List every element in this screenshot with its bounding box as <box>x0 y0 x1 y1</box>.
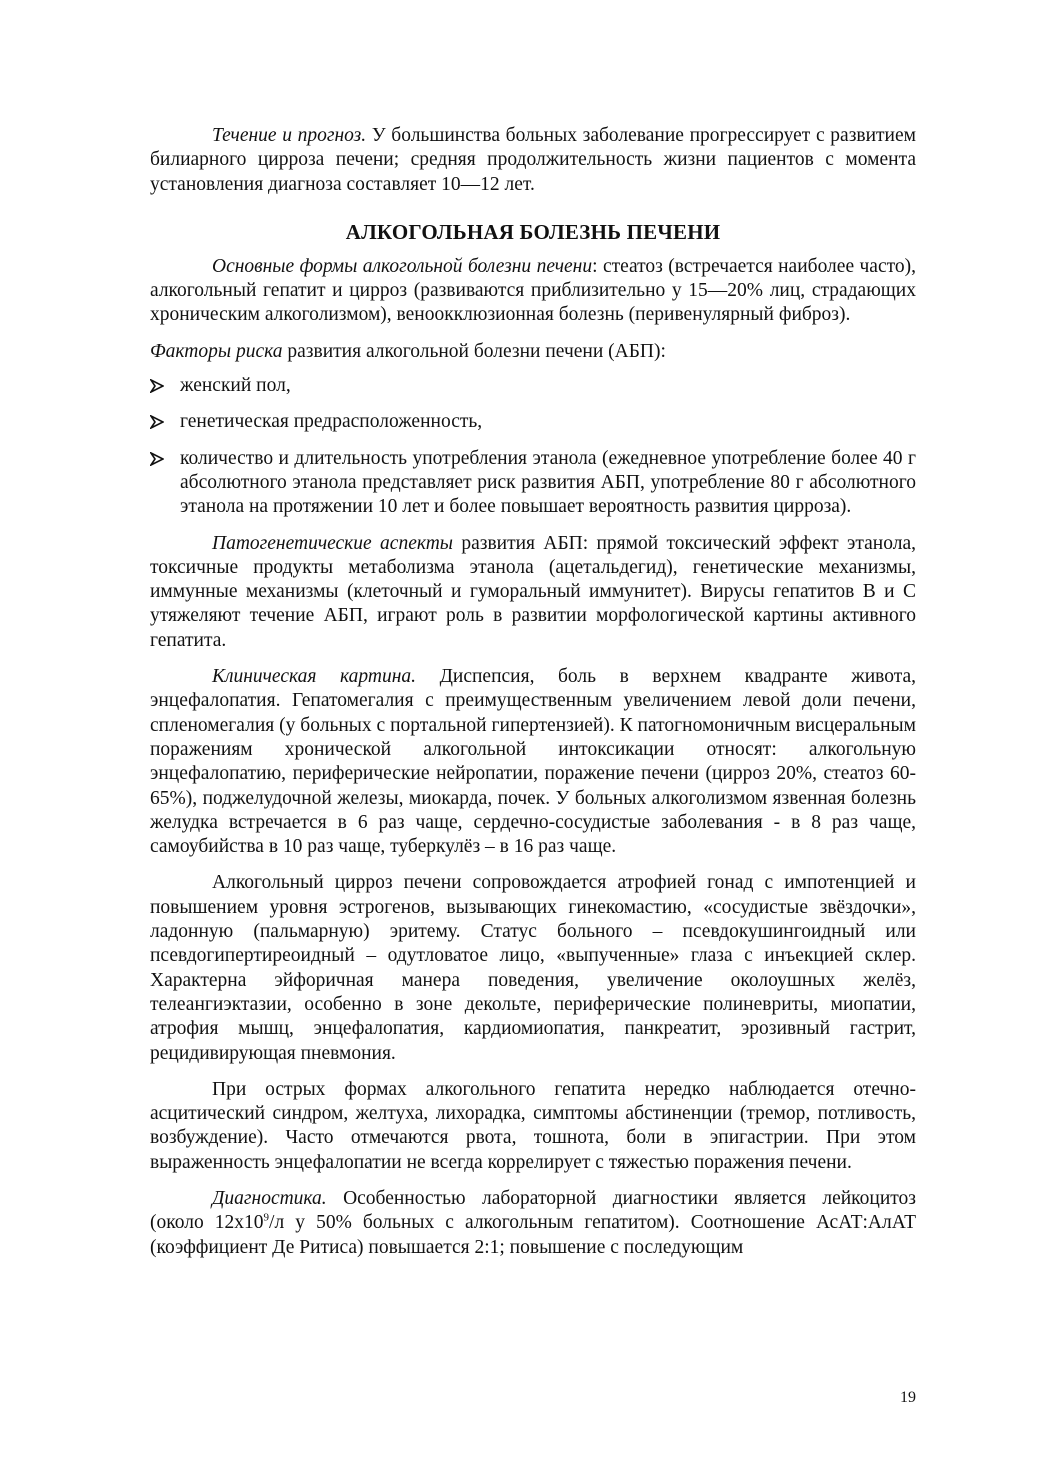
course-prognosis-text: У большинства больных заболевание прогрессирует с развитием билиарного цирроза печени; средняя продолжительность жизни пациентов с момента установления диагноза составляет 10—12 лет. <box>150 125 916 195</box>
page-number: 19 <box>900 1389 916 1406</box>
pathogenesis-term: Патогенетические аспекты <box>212 532 454 554</box>
risk-factors-paragraph <box>150 340 916 364</box>
pathogenesis-paragraph <box>150 532 916 653</box>
risk-factors-term: Факторы риска <box>150 340 283 362</box>
diagnostics-exponent: 9 <box>263 1211 270 1224</box>
list-item-text: генетическая предрасположенность, <box>180 411 483 433</box>
forms-text: : стеатоз (встречается наиболее часто), алкогольный гепатит и цирроз (развиваются приблизительно у 15—20% лиц, страдающих хроническим алкоголизмом), веноокклюзионная болезнь (перивенулярный фиброз). <box>150 255 917 326</box>
list-item-text: количество и длительность употребления этанола (ежедневное употребление более 40 г абсолютного этанола представляет риск развития АБП, употребление 80 г абсолютного этанола на протяжении 10 лет и более повышает вероятность развития цирроза). <box>180 447 916 518</box>
cirrhosis-paragraph <box>150 871 916 1065</box>
pathogenesis-text: развития АБП: прямой токсический эффект этанола, токсичные продукты метаболизма этанола (ацетальдегид), генетические механизмы, иммунные механизмы (клеточный и гуморальный иммунитет). Вирусы гепатитов В и С утяжеляют течение АБП, играют роль в развитии морфологической картины активного гепатита. <box>150 532 916 651</box>
forms-paragraph <box>150 255 916 328</box>
diagnostics-term: Диагностика. <box>212 1187 327 1209</box>
acute-forms-paragraph <box>150 1078 916 1175</box>
course-prognosis-paragraph <box>150 124 916 197</box>
list-item-text: женский пол, <box>180 375 291 397</box>
cirrhosis-text: Алкогольный цирроз печени сопровождается атрофией гонад с импотенцией и повышением уровня эстрогенов, вызывающих гинекомастию, «сосудистые звёздочки», ладонную (пальмарную) эритему. Статус больного – псевдокушингоидный или псевдогипертиреоидный – одутловатое лицо, «выпученные» глаза с инъекцией склер. Характерна эйфоричная манера поведения, увеличение околоушных желёз, телеангиэктазии, особенно в зоне декольте, периферические полиневриты, миопатии, атрофия мышц, энцефалопатия, кардиомиопатия, панкреатит, эрозивный гастрит, рецидивирующая пневмония. <box>150 872 916 1064</box>
diagnostics-text-b: /л у 50% больных с алкогольным гепатитом). Соотношение АсАТ:АлАТ (коэффициент Де Ритиса) повышается 2:1; повышение с последующим <box>150 1212 916 1258</box>
risk-factors-text: развития алкогольной болезни печени (АБП): <box>282 340 666 362</box>
arrow-bullet-icon <box>150 415 164 429</box>
acute-forms-text: При острых формах алкогольного гепатита нередко наблюдается отечно-асцитический синдром, желтуха, лихорадка, симптомы абстиненции (тремор, потливость, возбуждение). Часто отмечаются рвота, тошнота, боли в эпигастрии. При этом выраженность энцефалопатии не всегда коррелирует с тяжестью поражения печени. <box>150 1078 916 1173</box>
list-item <box>150 410 916 434</box>
risk-factors-list <box>150 374 916 519</box>
diagnostics-paragraph <box>150 1187 916 1260</box>
clinical-picture-term: Клиническая картина. <box>212 666 417 688</box>
forms-term: Основные формы алкогольной болезни печени <box>212 255 593 277</box>
list-item <box>150 447 916 520</box>
arrow-bullet-icon <box>150 379 164 393</box>
clinical-picture-paragraph <box>150 665 916 859</box>
section-title: АЛКОГОЛЬНАЯ БОЛЕЗНЬ ПЕЧЕНИ <box>345 219 721 244</box>
list-item <box>150 374 916 398</box>
course-prognosis-term: Течение и прогноз. <box>212 125 367 146</box>
page-content <box>150 124 916 1260</box>
diagnostics-text-a: Особенностью лабораторной диагностики является лейкоцитоз (около 12х10 <box>150 1187 916 1234</box>
arrow-bullet-icon <box>150 452 164 466</box>
clinical-picture-text: Диспепсия, боль в верхнем квадранте живота, энцефалопатия. Гепатомегалия с преимущественным увеличением левой доли печени, спленомегалия (у больных с портальной гипертензией). К патогномоничным висцеральным поражениям хронической алкогольной интоксикации относят: алкогольную энцефалопатию, периферические нейропатии, поражение печени (цирроз 20%, стеатоз 60-65%), поджелудочной железы, миокарда, почек. У больных алкоголизмом язвенная болезнь желудка встречается в 6 раз чаще, сердечно-сосудистые заболевания - в 8 раз чаще, самоубийства в 10 раз чаще, туберкулёз – в 16 раз чаще. <box>150 666 916 858</box>
